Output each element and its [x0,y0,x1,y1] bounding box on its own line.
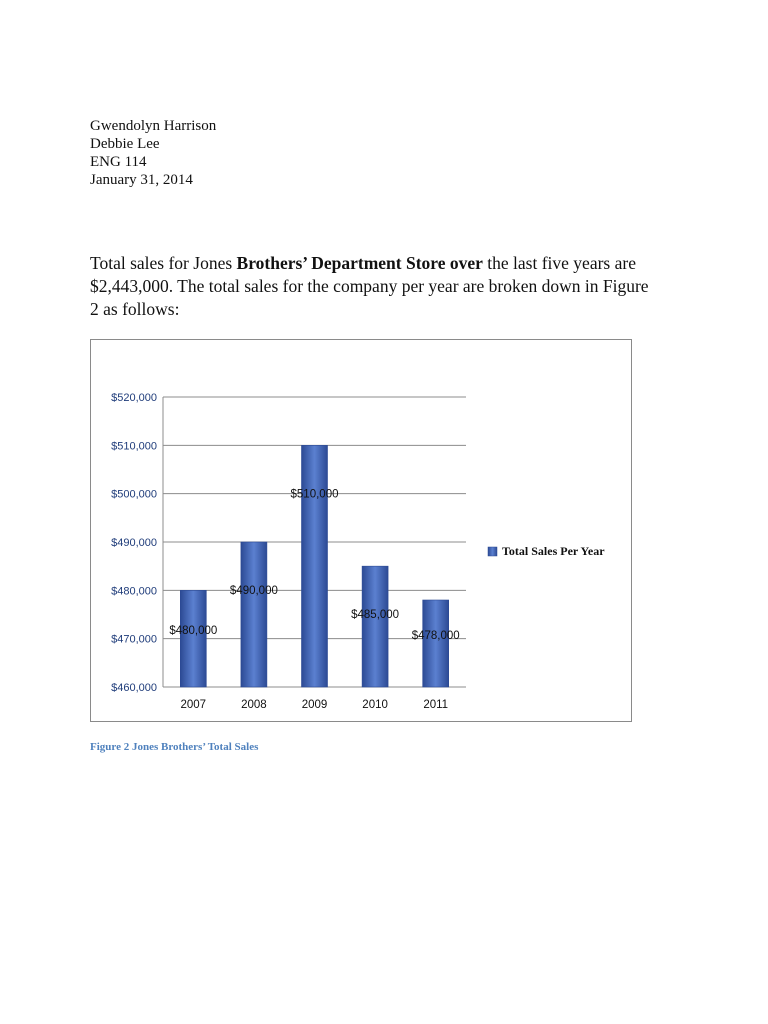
data-label: $490,000 [229,585,278,597]
chart-legend [488,544,605,558]
chart-bars [180,445,448,687]
data-label: $485,000 [351,609,400,622]
sales-chart [90,339,632,722]
figure-caption: Figure 2 Jones Brothers’ Total Sales [90,741,259,753]
author-name: Gwendolyn Harrison [90,118,217,134]
bar-2007 [180,590,206,687]
paragraph-text-start: Total sales for Jones [90,253,237,273]
x-tick-label: 2008 [241,699,267,711]
paragraph-text-end: the last five years are $2,443,000. The total sales for the company per year are broken down in Figure 2 as follows: [90,253,649,319]
y-axis-tick-labels [111,392,157,694]
y-tick-label: $520,000 [111,392,157,404]
document-header [90,117,216,189]
body-paragraph [90,252,650,321]
paragraph-bold-text: Brothers’ Department Store over [236,253,483,273]
bar-2010 [362,566,388,687]
y-tick-label: $500,000 [111,488,157,501]
legend-entry: Total Sales Per Year [502,544,605,558]
data-label: $478,000 [411,630,460,643]
x-tick-label: 2007 [180,699,207,711]
data-label: $510,000 [290,488,339,501]
data-label: $480,000 [169,624,218,637]
instructor-name: Debbie Lee [90,136,160,152]
x-axis-tick-labels [181,699,449,711]
x-tick-label: 2010 [362,699,388,711]
y-tick-label: $510,000 [111,440,157,453]
x-tick-label: 2011 [423,699,449,711]
course-code: ENG 114 [90,154,147,170]
y-tick-label: $470,000 [111,633,157,646]
x-tick-label: 2009 [301,699,328,711]
legend-swatch [488,547,497,556]
y-tick-label: $490,000 [111,537,157,549]
sales-bar-chart [91,340,633,723]
bar-2009 [302,445,328,687]
bar-2008 [241,542,267,687]
bar-2011 [423,600,449,687]
y-tick-label: $460,000 [111,682,157,694]
document-date: January 31, 2014 [90,172,193,188]
y-tick-label: $480,000 [111,585,157,598]
